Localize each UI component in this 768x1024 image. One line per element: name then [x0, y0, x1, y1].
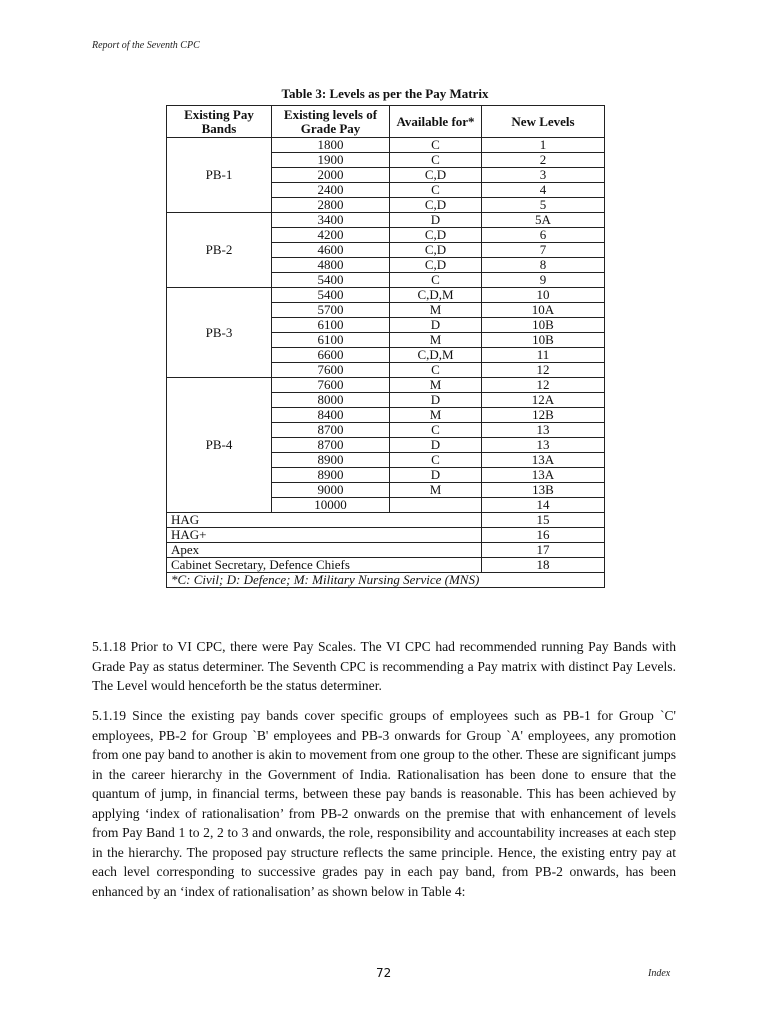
special-label-cell: HAG	[167, 513, 482, 528]
pay-band-cell: PB-3	[167, 288, 272, 378]
available-for-cell: M	[390, 303, 482, 318]
grade-pay-cell: 8700	[272, 438, 390, 453]
available-for-cell: M	[390, 408, 482, 423]
new-level-cell: 3	[482, 168, 605, 183]
new-level-cell: 13	[482, 438, 605, 453]
header-grade-pay: Existing levels of Grade Pay	[272, 106, 390, 138]
grade-pay-cell: 4600	[272, 243, 390, 258]
available-for-cell: C	[390, 363, 482, 378]
new-level-cell: 5	[482, 198, 605, 213]
pay-band-cell: PB-2	[167, 213, 272, 288]
new-level-cell: 7	[482, 243, 605, 258]
available-for-cell: C	[390, 138, 482, 153]
grade-pay-cell: 2000	[272, 168, 390, 183]
grade-pay-cell: 3400	[272, 213, 390, 228]
available-for-cell	[390, 498, 482, 513]
pay-band-cell: PB-4	[167, 378, 272, 513]
page-number: 72	[376, 966, 392, 980]
grade-pay-cell: 10000	[272, 498, 390, 513]
index-link[interactable]: Index	[648, 968, 671, 979]
new-level-cell: 4	[482, 183, 605, 198]
grade-pay-cell: 8900	[272, 468, 390, 483]
new-level-cell: 10B	[482, 318, 605, 333]
new-level-cell: 13A	[482, 453, 605, 468]
grade-pay-cell: 6600	[272, 348, 390, 363]
grade-pay-cell: 2800	[272, 198, 390, 213]
grade-pay-cell: 1800	[272, 138, 390, 153]
available-for-cell: D	[390, 393, 482, 408]
available-for-cell: C,D	[390, 228, 482, 243]
grade-pay-cell: 4800	[272, 258, 390, 273]
grade-pay-cell: 4200	[272, 228, 390, 243]
available-for-cell: C	[390, 273, 482, 288]
special-label-cell: HAG+	[167, 528, 482, 543]
grade-pay-cell: 5400	[272, 273, 390, 288]
new-level-cell: 13B	[482, 483, 605, 498]
available-for-cell: C,D	[390, 258, 482, 273]
new-level-cell: 14	[482, 498, 605, 513]
header-pay-bands: Existing Pay Bands	[167, 106, 272, 138]
header-available-for: Available for*	[390, 106, 482, 138]
new-level-cell: 1	[482, 138, 605, 153]
available-for-cell: M	[390, 483, 482, 498]
available-for-cell: D	[390, 213, 482, 228]
grade-pay-cell: 8000	[272, 393, 390, 408]
grade-pay-cell: 7600	[272, 363, 390, 378]
available-for-cell: C,D	[390, 198, 482, 213]
new-level-cell: 9	[482, 273, 605, 288]
available-for-cell: C,D,M	[390, 348, 482, 363]
available-for-cell: D	[390, 468, 482, 483]
running-header: Report of the Seventh CPC	[92, 40, 200, 51]
table-body	[167, 138, 605, 588]
new-level-cell: 10A	[482, 303, 605, 318]
table-row	[167, 288, 605, 303]
new-level-cell: 12	[482, 363, 605, 378]
table-row	[167, 558, 605, 573]
new-level-cell: 6	[482, 228, 605, 243]
grade-pay-cell: 2400	[272, 183, 390, 198]
paragraph-5-1-19: 5.1.19 Since the existing pay bands cover specific groups of employees such as PB-1 for Group `C' employees, PB-2 for Group `B' employees and PB-3 onwards for Group `A' employees, any promotion from one pay band to another is akin to movement from one group to the other. These are significant jumps in the career hierarchy in the Government of India. Rationalisation has been done to ensure that the quantum of jump, in financial terms, between these pay bands is reasonable. This has been achieved by applying ‘index of rationalisation’ from PB-2 onwards on the premise that with enhancement of levels from Pay Band 1 to 2, 2 to 3 and onwards, the role, responsibility and accountability increases at each step in the hierarchy. The proposed pay structure reflects the same principle. Hence, the existing entry pay at each level corresponding to successive grades pay in each pay band, from PB-2 onwards, has been enhanced by an ‘index of rationalisation’ as shown below in Table 4:	[92, 708, 676, 899]
new-level-cell: 12A	[482, 393, 605, 408]
available-for-cell: C	[390, 423, 482, 438]
new-level-cell: 13	[482, 423, 605, 438]
grade-pay-cell: 5700	[272, 303, 390, 318]
new-level-cell: 18	[482, 558, 605, 573]
special-label-cell: Cabinet Secretary, Defence Chiefs	[167, 558, 482, 573]
available-for-cell: D	[390, 318, 482, 333]
available-for-cell: C	[390, 153, 482, 168]
new-level-cell: 2	[482, 153, 605, 168]
grade-pay-cell: 1900	[272, 153, 390, 168]
table-footnote-row	[167, 573, 605, 588]
new-level-cell: 11	[482, 348, 605, 363]
available-for-cell: C,D	[390, 168, 482, 183]
available-for-cell: C,D	[390, 243, 482, 258]
new-level-cell: 13A	[482, 468, 605, 483]
new-level-cell: 12	[482, 378, 605, 393]
grade-pay-cell: 8700	[272, 423, 390, 438]
grade-pay-cell: 6100	[272, 318, 390, 333]
available-for-cell: M	[390, 378, 482, 393]
new-level-cell: 5A	[482, 213, 605, 228]
new-level-cell: 10B	[482, 333, 605, 348]
grade-pay-cell: 6100	[272, 333, 390, 348]
grade-pay-cell: 5400	[272, 288, 390, 303]
table-row	[167, 378, 605, 393]
new-level-cell: 8	[482, 258, 605, 273]
new-level-cell: 10	[482, 288, 605, 303]
grade-pay-cell: 8900	[272, 453, 390, 468]
available-for-cell: M	[390, 333, 482, 348]
table-row	[167, 213, 605, 228]
new-level-cell: 12B	[482, 408, 605, 423]
special-label-cell: Apex	[167, 543, 482, 558]
grade-pay-cell: 7600	[272, 378, 390, 393]
pay-levels-table	[166, 105, 605, 588]
pay-band-cell: PB-1	[167, 138, 272, 213]
grade-pay-cell: 8400	[272, 408, 390, 423]
table-row	[167, 528, 605, 543]
available-for-cell: C	[390, 183, 482, 198]
grade-pay-cell: 9000	[272, 483, 390, 498]
table-footnote: *C: Civil; D: Defence; M: Military Nursing Service (MNS)	[167, 573, 605, 588]
table-row	[167, 138, 605, 153]
available-for-cell: C	[390, 453, 482, 468]
new-level-cell: 16	[482, 528, 605, 543]
new-level-cell: 15	[482, 513, 605, 528]
table-header-row	[167, 106, 605, 138]
table-row	[167, 543, 605, 558]
available-for-cell: D	[390, 438, 482, 453]
new-level-cell: 17	[482, 543, 605, 558]
paragraph-5-1-18: 5.1.18 Prior to VI CPC, there were Pay Scales. The VI CPC had recommended running Pay Bands with Grade Pay as status determiner. The Seventh CPC is recommending a Pay matrix with distinct Pay Levels. The Level would henceforth be the status determiner.	[92, 639, 676, 693]
available-for-cell: C,D,M	[390, 288, 482, 303]
table-row	[167, 513, 605, 528]
header-new-levels: New Levels	[482, 106, 605, 138]
table-caption: Table 3: Levels as per the Pay Matrix	[281, 86, 489, 101]
